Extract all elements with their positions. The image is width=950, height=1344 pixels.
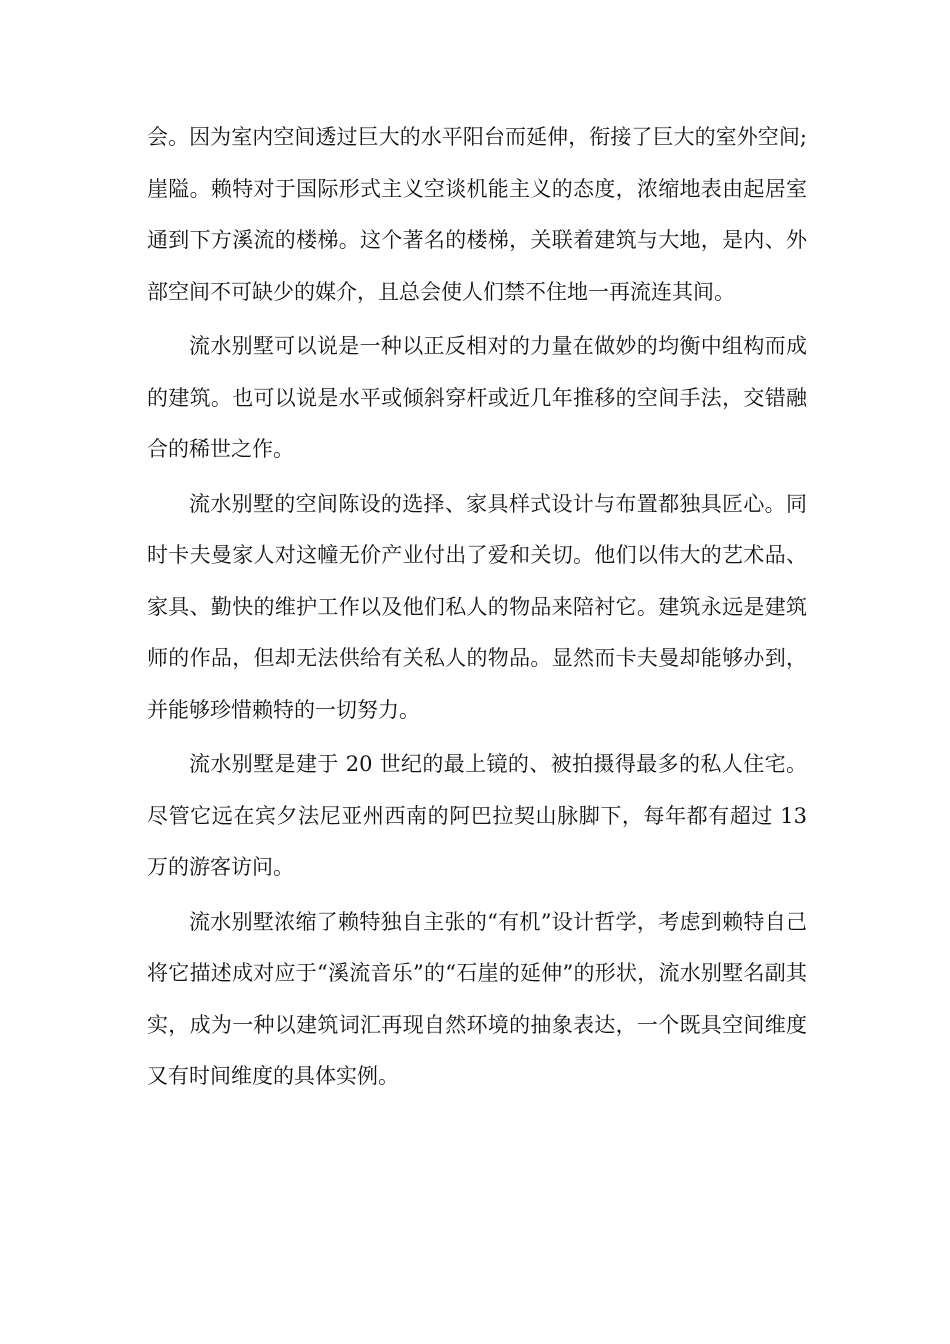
paragraph-balance: 流水别墅可以说是一种以正反相对的力量在做妙的均衡中组构而成的建筑。也可以说是水平或倾斜穿杆或近几年推移的空间手法，交错融合的稀世之作。 [147, 334, 807, 461]
paragraph-visitors: 流水别墅是建于 20 世纪的最上镜的、被拍摄得最多的私人住宅。尽管它远在宾夕法尼亚州西南的阿巴拉契山脉脚下，每年都有超过 13 万的游客访问。 [147, 752, 807, 879]
body-text [147, 112, 807, 1103]
paragraph-organic-philosophy: 流水别墅浓缩了赖特独自主张的“有机”设计哲学，考虑到赖特自己将它描述成对应于“溪流音乐”的“石崖的延伸”的形状，流水别墅名副其实，成为一种以建筑词汇再现自然环境的抽象表达，一个既具空间维度又有时间维度的具体实例。 [147, 909, 807, 1088]
paragraph-furnishings: 流水别墅的空间陈设的选择、家具样式设计与布置都独具匠心。同时卡夫曼家人对这幢无价产业付出了爱和关切。他们以伟大的艺术品、家具、勤快的维护工作以及他们私人的物品来陪衬它。建筑永远是建筑师的作品，但却无法供给有关私人的物品。显然而卡夫曼却能够办到，并能够珍惜赖特的一切努力。 [147, 491, 807, 722]
paragraph-continuation: 会。因为室内空间透过巨大的水平阳台而延伸，衔接了巨大的室外空间;崖隘。赖特对于国际形式主义空谈机能主义的态度，浓缩地表由起居室通到下方溪流的楼梯。这个著名的楼梯，关联着建筑与大地，是内、外部空间不可缺少的媒介，且总会使人们禁不住地一再流连其间。 [147, 125, 807, 304]
